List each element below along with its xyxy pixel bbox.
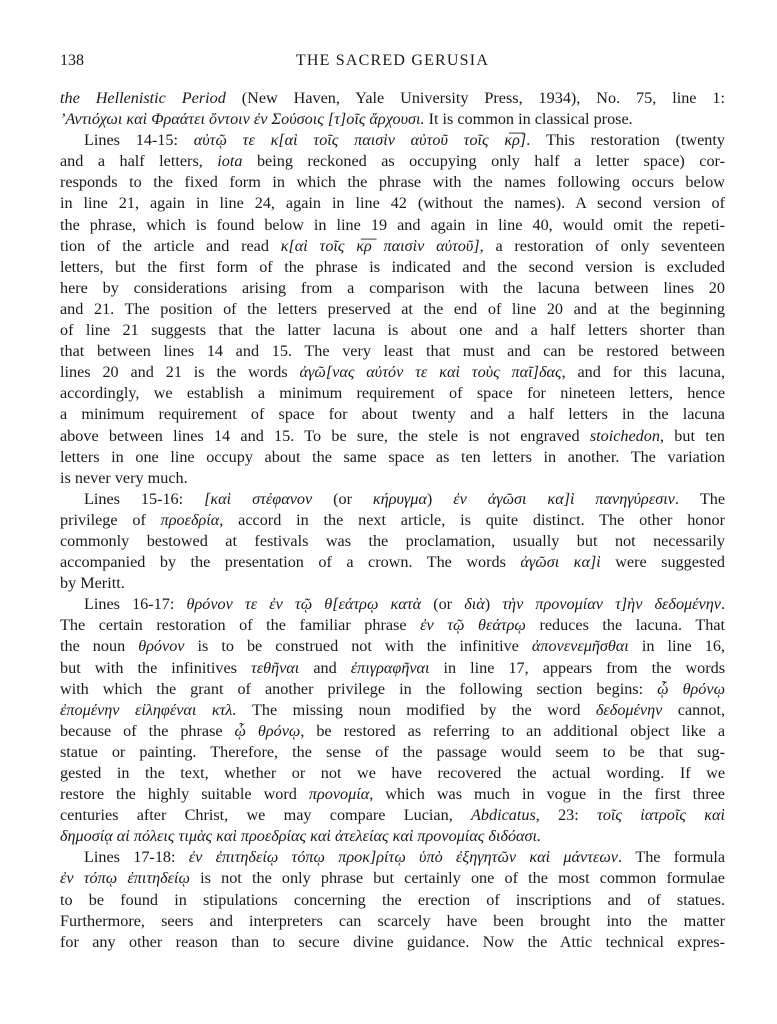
text-run: lines 20 and 21 is the words [60,363,300,382]
greek-text: προνομία [308,785,370,804]
text-line [60,531,725,552]
text-run: with which the grant of another privilege in the following section begins: [60,679,658,698]
text-line [60,847,725,868]
greek-text: ἀγῶ[νας αὐτόν τε καὶ τοὺς παῖ]δας [299,363,562,382]
text-run: The certain restoration of the familiar phrase [60,616,421,635]
text-run: . The formula [618,848,725,867]
text-line [60,341,725,362]
paragraph [60,489,725,594]
text-run: a minimum requirement of space for about twenty and a half letters in the lacuna [60,405,725,424]
text-run: above between lines 14 and 15. To be sure, the stele is not engraved [60,426,590,445]
text-run: that between lines 14 and 15. The very least that must and can be restored between [60,342,725,361]
text-run: the noun [60,637,139,656]
greek-text: ᾧ θρόνῳ [657,679,726,698]
text-run: , a restoration of only seventeen [479,236,725,255]
text-run: but with the infinitives [60,658,251,677]
paragraph [60,88,725,130]
text-run: accompanied by the presentation of a crown. The words [60,553,521,572]
text-line [60,911,725,932]
text-run: and a half letters, [60,152,218,171]
text-line [60,826,725,847]
text-run: (or [421,595,465,614]
running-head: THE SACRED GERUSIA [295,52,490,69]
text-line [60,784,725,805]
text-run: gested in the text, whether or not we have recovered the actual wording. If we [60,764,725,782]
greek-text: ἀπονενεμῆσθαι [531,637,629,656]
text-run: It is common in classical prose. [424,110,633,129]
text-run: tion of the article and read [60,236,281,255]
text-line [60,932,725,953]
italic-text: iota [217,152,243,171]
text-run: by Meritt. [60,574,125,593]
text-line [60,636,725,657]
text-run: the phrase, which is found below in line 19 and again in line 40, would omit the repeti- [60,215,725,234]
text-line [60,468,725,489]
text-run: privilege of [60,510,161,529]
text-run: , which was much in vogue in the first three [369,785,725,804]
text-line [60,109,725,130]
text-run: , but ten [659,426,725,445]
text-run: ) [484,595,503,614]
greek-text: ἐν ἐπιτηδείῳ τόπῳ προκ]ρίτῳ ὑπὸ ἐξηγητῶν καὶ μάντεων [188,848,618,867]
greek-text: ἐν τῷ θεάτρῳ [420,616,526,635]
text-run: , and for this lacuna, [561,363,726,382]
text-run: responds to the fixed form in which the phrase with the names following occurs below [60,173,725,192]
text-run: . The [674,489,726,508]
greek-text: ἐπιγραφῆναι [350,658,430,677]
text-run: Lines 14-15: [84,131,194,150]
text-line [60,721,725,742]
text-line [60,383,725,404]
text-run: to be found in stipulations concerning the erection of inscriptions and of statues. [60,890,725,909]
text-run: The missing noun modified by the word [236,700,596,719]
text-run: Lines 17-18: [84,848,189,867]
greek-text: θρόνον [138,637,185,656]
text-run: Lines 15-16: [84,489,205,508]
text-run: restore the highly suitable word [60,785,309,804]
text-run: of line 21 suggests that the latter lacuna is about one and a half letters shorter than [60,321,725,340]
greek-text: δημοσίᾳ αἱ πόλεις τιμὰς καὶ προεδρίας καὶ ἀτελείας καὶ προνομίας διδόασι. [60,827,542,846]
text-run: centuries after Christ, we may compare Lucian, [60,806,472,825]
italic-text: stoichedon [589,426,660,445]
greek-text: ἀγῶσι κα]ὶ [520,553,601,572]
text-line [60,742,725,763]
text-run: . This restoration (twenty [526,131,725,150]
text-line [60,615,725,636]
text-run: statue or painting. Therefore, the sense of the passage would seem to be that sug- [60,742,725,761]
text-run: accordingly, we establish a minimum requirement of space for nineteen letters, hence [60,384,725,403]
greek-text: τεθῆναι [250,658,300,677]
text-line [60,257,725,278]
text-line [60,594,725,615]
greek-text: τὴν προνομίαν τ]ὴν δεδομένην [502,595,721,614]
greek-text: διὰ [464,595,485,614]
text-line [60,805,725,826]
text-line [60,299,725,320]
text-run: cannot, [662,700,725,719]
greek-text: ἐν ἀγῶσι κα]ὶ πανηγύρεσιν [453,489,675,508]
greek-text: τοῖς ἰατροῖς καὶ [597,806,725,825]
body-text [60,88,725,953]
text-run: and [299,658,351,677]
text-line [60,215,725,236]
text-line [60,320,725,341]
text-line [60,868,725,889]
text-run: is never very much. [60,468,188,487]
text-line [60,700,725,721]
greek-text: θρόνον τε ἐν τῷ θ[εάτρῳ κατὰ [186,595,422,614]
greek-text: ᾧ θρόνῳ [234,721,301,740]
text-line [60,404,725,425]
text-line [60,426,725,447]
text-line [60,679,725,700]
text-line [60,236,725,257]
text-run: reduces the lacuna. That [525,616,725,635]
text-line [60,130,725,151]
paragraph [60,130,725,489]
text-run: in line 16, [628,637,725,656]
text-run: , accord in the next article, is quite distinct. The other honor [219,510,725,529]
text-run: for any other reason than to secure divine guidance. Now the Attic technical expres- [60,932,725,951]
text-line [60,658,725,679]
text-run: Lines 16-17: [84,595,187,614]
text-run: , be restored as referring to an additional object like a [300,721,725,740]
text-line [60,552,725,573]
text-run: and 21. The position of the letters preserved at the end of line 20 and at the beginning [60,299,725,318]
text-run: letters in one line occupy about the same space as ten letters in another. The variation [60,447,725,466]
paragraph [60,594,725,847]
paragraph [60,847,725,952]
text-run: is not the only phrase but certainly one of the most common formulae [189,869,725,888]
text-run: in line 21, again in line 24, again in line 42 (without the names). A second version of [60,194,725,213]
text-run: , 23: [535,806,598,825]
greek-text: κ[αὶ τοῖς κ̅ρ̅ παισὶν αὐτοῦ] [280,236,480,255]
text-line [60,88,725,109]
text-run: letters, but the first form of the phrase is indicated and the second version is excluded [60,257,725,276]
greek-text: ἐν τόπῳ ἐπιτηδείῳ [60,869,190,888]
text-run: (New Haven, Yale University Press, 1934), No. 75, line 1: [225,89,726,107]
greek-text: προεδρία [160,510,220,529]
book-page [60,52,725,953]
italic-text: the Hellenistic Period [60,89,226,107]
text-run: commonly bestowed at festivals was the proclamation, usually but not necessarily [60,531,725,550]
text-line [60,573,725,594]
page-header [60,52,725,76]
text-run: because of the phrase [60,721,235,740]
greek-text: αὐτῷ τε κ[αὶ τοῖς παισὶν αὐτοῦ τοῖς κ̅ρ̅] [193,131,527,150]
text-run: being reckoned as occupying only half a letter space) cor- [242,152,725,171]
text-line [60,172,725,193]
text-line [60,151,725,172]
text-line [60,763,725,784]
text-line [60,447,725,468]
text-line [60,193,725,214]
text-run: is to be construed not with the infinitive [184,637,532,656]
text-run: in line 17, appears from the words [429,658,726,677]
text-line [60,362,725,383]
text-line [60,510,725,531]
text-run: were suggested [600,553,726,572]
greek-text: ἐπομένην εἰληφέναι κτλ. [60,700,237,719]
page-number: 138 [60,52,84,69]
text-line [60,890,725,911]
text-line [60,278,725,299]
text-run: . [720,595,726,614]
greek-text: δεδομένην [595,700,663,719]
text-run: ) [426,489,454,508]
text-line [60,489,725,510]
text-run: here by considerations arising from a comparison with the lacuna between lines 20 [60,278,725,297]
greek-text: κήρυγμα [372,489,427,508]
greek-text: ʼΑντιόχωι καὶ Φραάτει ὄντοιν ἐν Σούσοις [τ]οῖς ἄρχουσι. [60,110,425,129]
greek-text: [καὶ στέφανον [204,489,313,508]
text-run: Furthermore, seers and interpreters can scarcely have been brought into the matter [60,911,725,930]
italic-text: Abdicatus [471,806,536,825]
text-run: (or [312,489,373,508]
